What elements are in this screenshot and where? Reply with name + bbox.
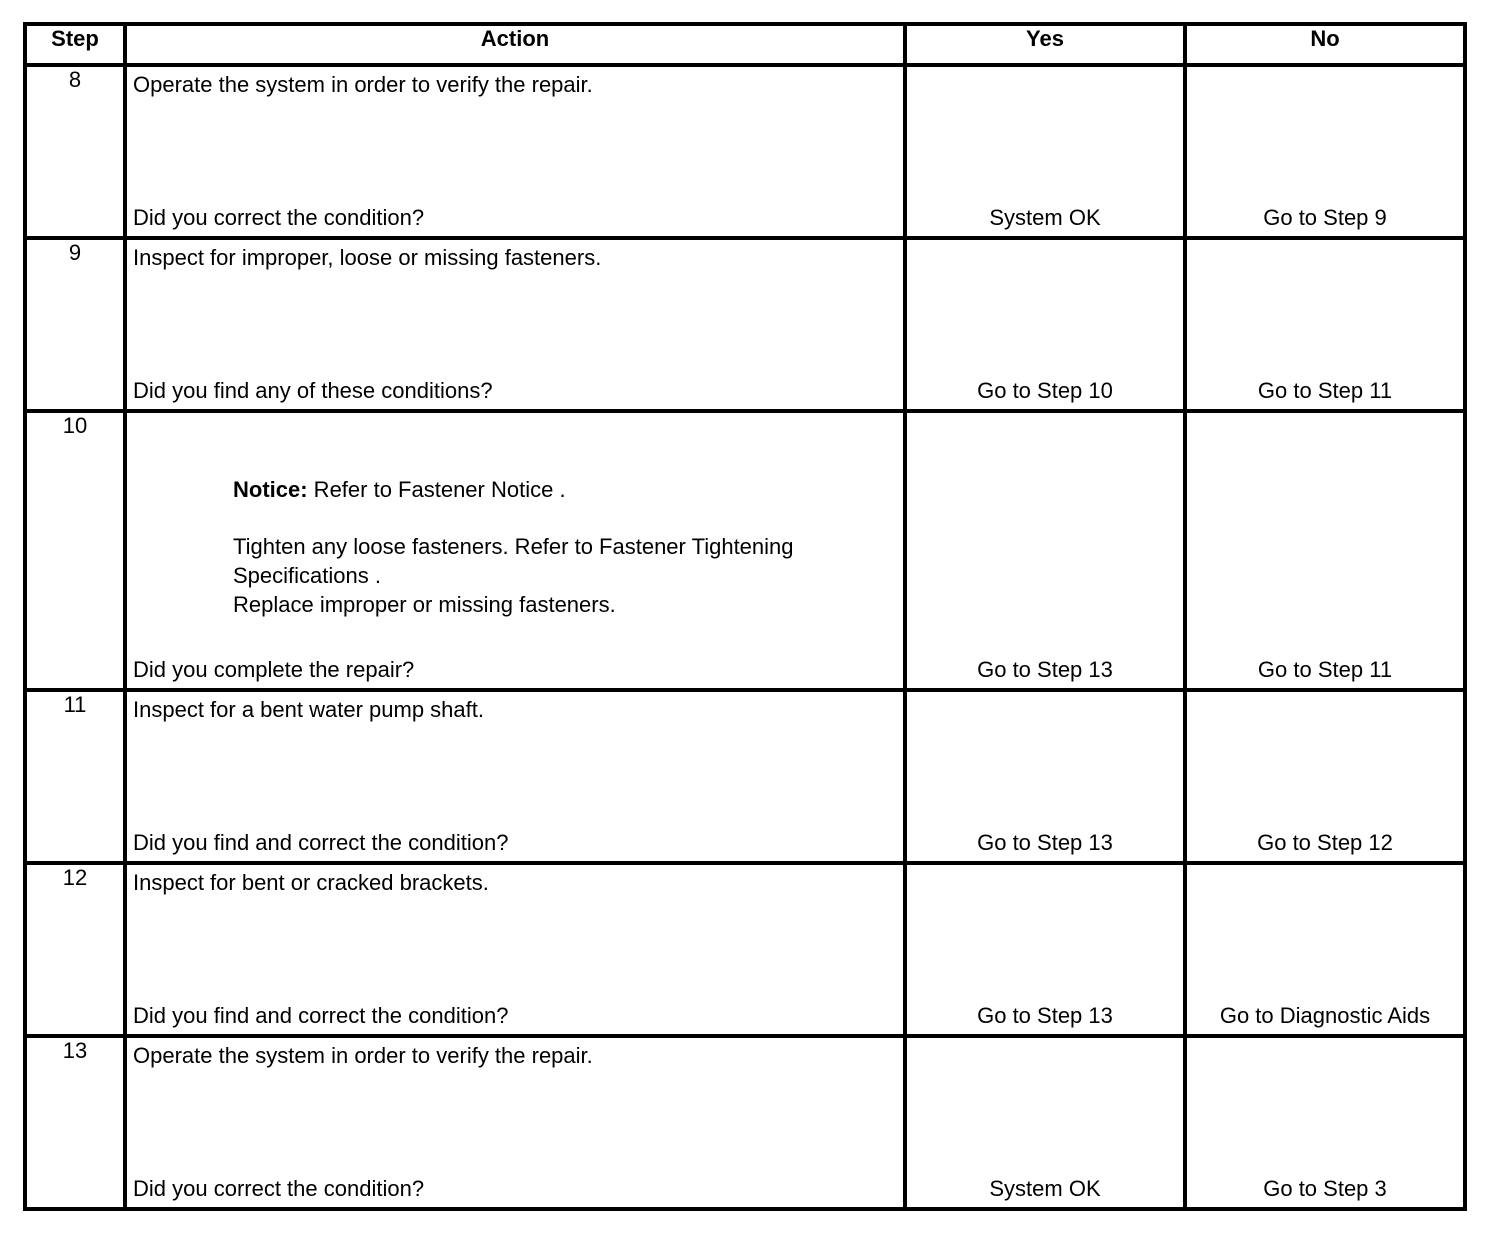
instruction-replace: Replace improper or missing fasteners.: [233, 592, 616, 617]
action-cell: [125, 238, 905, 411]
action-cell: [125, 863, 905, 1036]
action-question: Did you find and correct the condition?: [133, 830, 509, 855]
action-text: Operate the system in order to verify the repair.: [133, 1043, 593, 1068]
yes-cell: [905, 690, 1185, 863]
action-question: Did you correct the condition?: [133, 1176, 425, 1201]
header-no: No: [1185, 24, 1465, 65]
table-row: [25, 863, 1465, 1036]
action-text: Inspect for bent or cracked brackets.: [133, 870, 489, 895]
table-row: [25, 411, 1465, 690]
action-cell: [125, 411, 905, 690]
action-cell: [125, 1036, 905, 1209]
step-number: 8: [25, 65, 125, 238]
table-row: [25, 690, 1465, 863]
yes-cell: [905, 65, 1185, 238]
action-question: Did you find any of these conditions?: [133, 378, 493, 403]
yes-result: System OK: [989, 205, 1101, 230]
action-question: Did you find and correct the condition?: [133, 1003, 509, 1028]
header-action: Action: [125, 24, 905, 65]
no-cell: [1185, 65, 1465, 238]
no-result: Go to Diagnostic Aids: [1219, 1003, 1431, 1028]
no-cell: [1185, 863, 1465, 1036]
action-question: Did you complete the repair?: [133, 657, 415, 682]
yes-cell: [905, 411, 1185, 690]
diagnostic-table: [23, 22, 1467, 1211]
action-text: Operate the system in order to verify the repair.: [133, 72, 593, 97]
notice-line: [233, 475, 883, 504]
no-cell: [1185, 411, 1465, 690]
no-result: Go to Step 11: [1257, 378, 1393, 403]
header-step: Step: [25, 24, 125, 65]
action-cell: [125, 690, 905, 863]
notice-label: Notice:: [233, 477, 308, 502]
step-number: 13: [25, 1036, 125, 1209]
yes-result: System OK: [989, 1176, 1101, 1201]
yes-cell: [905, 1036, 1185, 1209]
yes-result: Go to Step 10: [977, 378, 1113, 403]
no-result: Go to Step 11: [1257, 657, 1393, 682]
no-cell: [1185, 238, 1465, 411]
notice-text: Refer to Fastener Notice .: [307, 477, 566, 502]
header-yes: Yes: [905, 24, 1185, 65]
notice-block: [233, 475, 883, 619]
step-number: 10: [25, 411, 125, 690]
header-row: [25, 24, 1465, 65]
table-row: [25, 238, 1465, 411]
step-number: 11: [25, 690, 125, 863]
yes-result: Go to Step 13: [977, 830, 1113, 855]
instruction-tighten: Tighten any loose fasteners. Refer to Fastener Tightening Specifications .: [233, 534, 794, 588]
action-text: Inspect for improper, loose or missing fasteners.: [133, 245, 602, 270]
yes-cell: [905, 863, 1185, 1036]
table-row: [25, 1036, 1465, 1209]
table-row: [25, 65, 1465, 238]
yes-cell: [905, 238, 1185, 411]
action-cell: [125, 65, 905, 238]
no-cell: [1185, 690, 1465, 863]
step-number: 12: [25, 863, 125, 1036]
no-result: Go to Step 9: [1263, 205, 1387, 230]
action-question: Did you correct the condition?: [133, 205, 425, 230]
no-result: Go to Step 3: [1263, 1176, 1387, 1201]
action-text: Inspect for a bent water pump shaft.: [133, 697, 484, 722]
no-cell: [1185, 1036, 1465, 1209]
yes-result: Go to Step 13: [977, 657, 1113, 682]
step-number: 9: [25, 238, 125, 411]
yes-result: Go to Step 13: [977, 1003, 1113, 1028]
no-result: Go to Step 12: [1257, 830, 1393, 855]
